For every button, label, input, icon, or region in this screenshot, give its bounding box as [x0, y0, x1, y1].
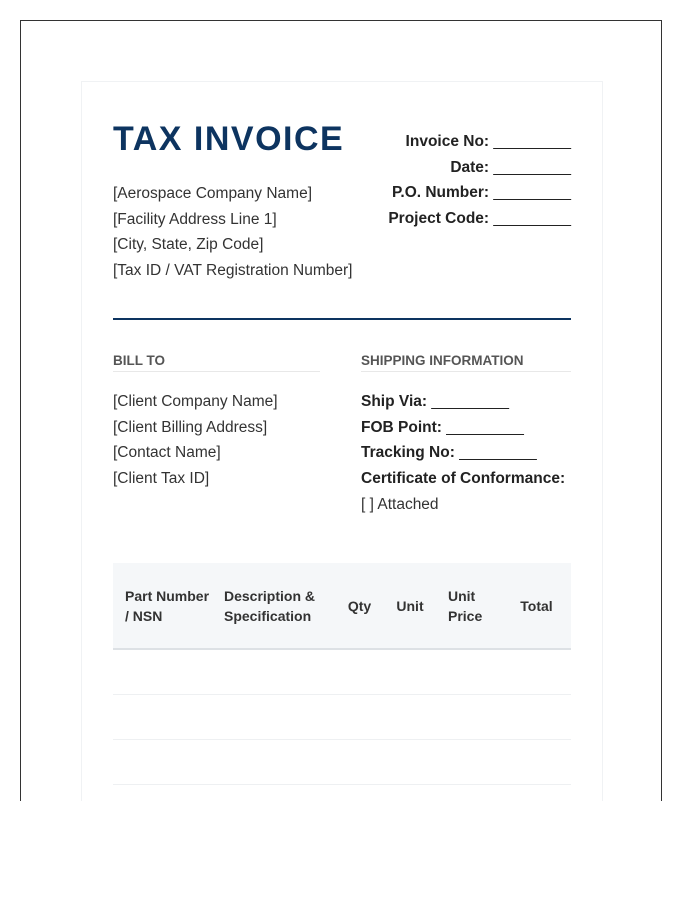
header-divider — [113, 318, 571, 320]
po-number-blank: _________ — [493, 184, 571, 202]
table-cell — [335, 649, 384, 695]
tracking-number-label: Tracking No: — [361, 444, 455, 462]
table-cell — [384, 649, 436, 695]
company-city-state-zip: [City, State, Zip Code] — [113, 236, 264, 254]
invoice-meta — [388, 129, 571, 232]
coc-checkbox-text: [ ] Attached — [361, 495, 439, 513]
ship-via-blank: _________ — [431, 393, 509, 410]
invoice-number-field — [388, 129, 571, 155]
client-company-name: [Client Company Name] — [113, 393, 278, 410]
ship-via-label: Ship Via: — [361, 393, 428, 410]
table-header-row — [113, 563, 571, 649]
shipping-heading: SHIPPING INFORMATION — [361, 353, 571, 372]
col-header-total: Total — [502, 563, 571, 649]
tracking-number-field — [361, 440, 565, 466]
table-cell — [502, 649, 571, 695]
client-contact-name: [Contact Name] — [113, 444, 221, 462]
table-cell — [212, 740, 335, 785]
po-number-label: P.O. Number: — [392, 184, 490, 202]
client-billing-address: [Client Billing Address] — [113, 418, 268, 436]
invoice-number-label: Invoice No: — [405, 133, 490, 150]
company-info — [113, 181, 352, 284]
coc-label: Certificate of Conformance: — [361, 470, 566, 488]
fob-point-label: FOB Point: — [361, 418, 442, 436]
bill-to-heading: BILL TO — [113, 353, 320, 372]
date-field — [388, 155, 571, 181]
table-cell — [384, 695, 436, 740]
table-cell — [335, 695, 384, 740]
date-blank: _________ — [493, 158, 571, 176]
table-cell — [502, 740, 571, 785]
company-address: [Facility Address Line 1] — [113, 210, 277, 228]
table-cell — [113, 695, 212, 740]
table-cell — [436, 649, 502, 695]
project-code-blank: _________ — [493, 210, 571, 228]
table-cell — [335, 740, 384, 785]
document-viewport — [20, 20, 662, 801]
fob-point-field — [361, 415, 565, 441]
col-header-qty: Qty — [335, 563, 384, 649]
bill-to-details — [113, 389, 278, 492]
ship-via-field — [361, 389, 565, 415]
invoice-title: TAX INVOICE — [113, 120, 345, 158]
invoice-number-blank: _________ — [493, 133, 571, 150]
date-label: Date: — [450, 158, 490, 176]
col-header-part-number: Part Number / NSN — [113, 563, 212, 649]
fob-point-blank: _________ — [446, 418, 524, 436]
table-cell — [212, 649, 335, 695]
company-name: [Aerospace Company Name] — [113, 185, 313, 202]
project-code-label: Project Code: — [388, 210, 490, 228]
table-row — [113, 695, 571, 740]
table-row — [113, 740, 571, 785]
table-cell — [113, 740, 212, 785]
company-tax-id: [Tax ID / VAT Registration Number] — [113, 262, 353, 280]
po-number-field — [388, 180, 571, 206]
tracking-number-blank: _________ — [459, 444, 537, 462]
table-cell — [502, 695, 571, 740]
col-header-unit: Unit — [384, 563, 436, 649]
table-cell — [436, 695, 502, 740]
line-items-table — [113, 563, 571, 785]
client-tax-id: [Client Tax ID] — [113, 470, 210, 488]
table-cell — [113, 649, 212, 695]
table-row — [113, 649, 571, 695]
table-cell — [436, 740, 502, 785]
project-code-field — [388, 206, 571, 232]
col-header-unit-price: Unit Price — [436, 563, 502, 649]
invoice-page — [81, 81, 603, 801]
col-header-description: Description & Specification — [212, 563, 335, 649]
table-cell — [212, 695, 335, 740]
shipping-details — [361, 389, 565, 518]
table-cell — [384, 740, 436, 785]
